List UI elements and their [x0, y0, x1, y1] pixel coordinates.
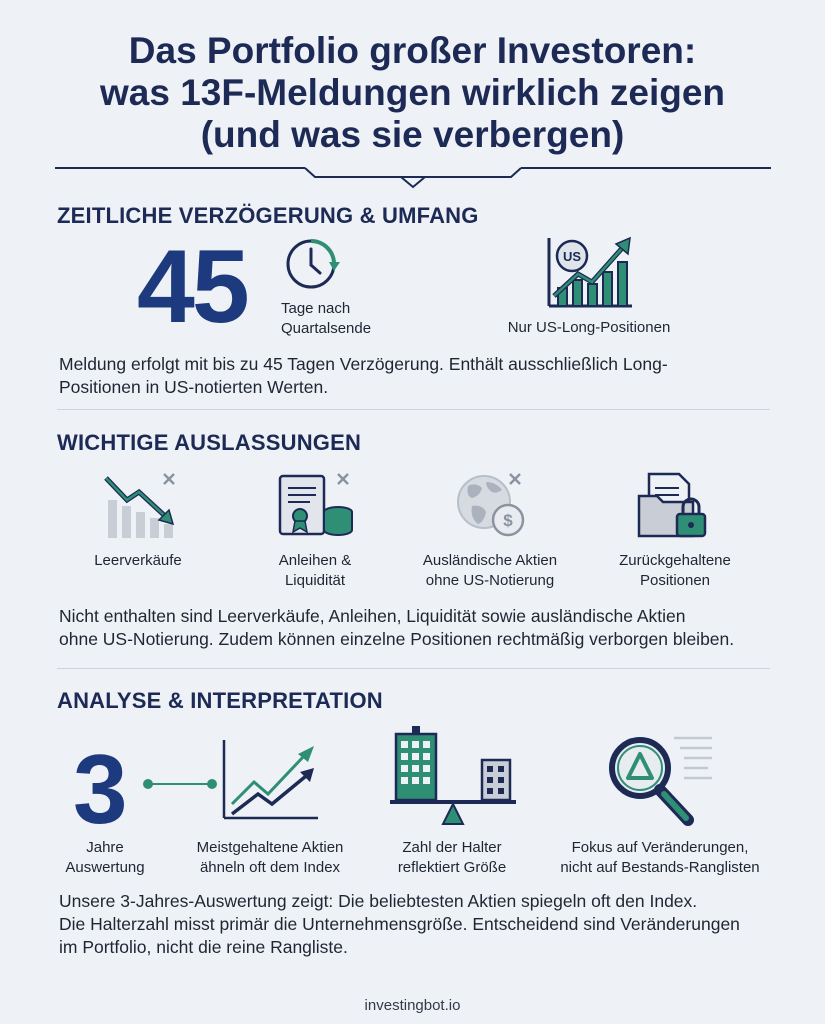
- title-line-2: was 13F-Meldungen wirklich zeigen: [99, 72, 726, 113]
- us-chart-icon: [546, 236, 636, 310]
- us-long-label: Nur US-Long-Positionen: [507, 319, 671, 336]
- section-heading-analysis: ANALYSE & INTERPRETATION: [57, 688, 383, 713]
- omission-label-bonds: Anleihen & Liquidität: [278, 552, 352, 589]
- big-number-3: 3: [73, 734, 128, 844]
- clock-icon: [283, 236, 345, 292]
- section1-body: Meldung erfolgt mit bis zu 45 Tagen Verzögerung. Enthält ausschließlich Long- Positionen in US-notierten Werten.: [59, 354, 668, 397]
- title-divider: [55, 160, 771, 190]
- omission-label-foreign: Ausländische Aktien ohne US-Notierung: [422, 552, 558, 589]
- section-heading-omissions: WICHTIGE AUSLASSUNGEN: [57, 430, 362, 455]
- page-title: [0, 30, 825, 156]
- big-number-45: 45: [137, 229, 247, 345]
- magnifier-icon: [604, 728, 716, 832]
- section3-body: Unsere 3-Jahres-Auswertung zeigt: Die beliebtesten Aktien spiegeln oft den Index. Die Halterzahl misst primär die Unternehmensgröße. Entscheidend sind Veränderungen im Portfolio, nicht die reine Rangliste.: [59, 891, 740, 957]
- svg-text:$: $: [503, 511, 513, 530]
- title-line-3: (und was sie verbergen): [200, 114, 625, 155]
- bond-cash-icon: [276, 470, 358, 542]
- section-divider: [57, 668, 770, 669]
- big-number-label: Tage nach Quartalsende: [281, 300, 372, 337]
- footer-link[interactable]: investingbot.io: [364, 997, 461, 1014]
- analysis-label-holders: Zahl der Halter reflektiert Größe: [397, 839, 507, 876]
- analysis-label-years: Jahre Auswertung: [65, 839, 145, 876]
- locked-folder-icon: [635, 470, 715, 542]
- omission-label-hidden: Zurückgehaltene Positionen: [619, 552, 731, 589]
- index-chart-icon: [220, 738, 320, 822]
- section-divider: [57, 409, 770, 410]
- analysis-label-index: Meistgehaltene Aktien ähneln oft dem Index: [196, 839, 344, 876]
- short-sale-chart-icon: [103, 470, 183, 540]
- omission-label-short: Leerverkäufe: [94, 552, 182, 569]
- buildings-scale-icon: [388, 724, 518, 828]
- section2-body: Nicht enthalten sind Leerverkäufe, Anleihen, Liquidität sowie ausländische Aktien ohne US-Notierung. Zudem können einzelne Positionen rechtmäßig verborgen bleiben.: [59, 606, 735, 649]
- title-line-1: Das Portfolio großer Investoren:: [128, 30, 697, 71]
- section-heading-delay: ZEITLICHE VERZÖGERUNG & UMFANG: [57, 203, 479, 228]
- us-badge: US: [562, 249, 582, 264]
- analysis-label-focus: Fokus auf Veränderungen, nicht auf Bestands-Ranglisten: [560, 839, 760, 876]
- connector-icon: [140, 776, 220, 792]
- globe-dollar-icon: [450, 470, 532, 542]
